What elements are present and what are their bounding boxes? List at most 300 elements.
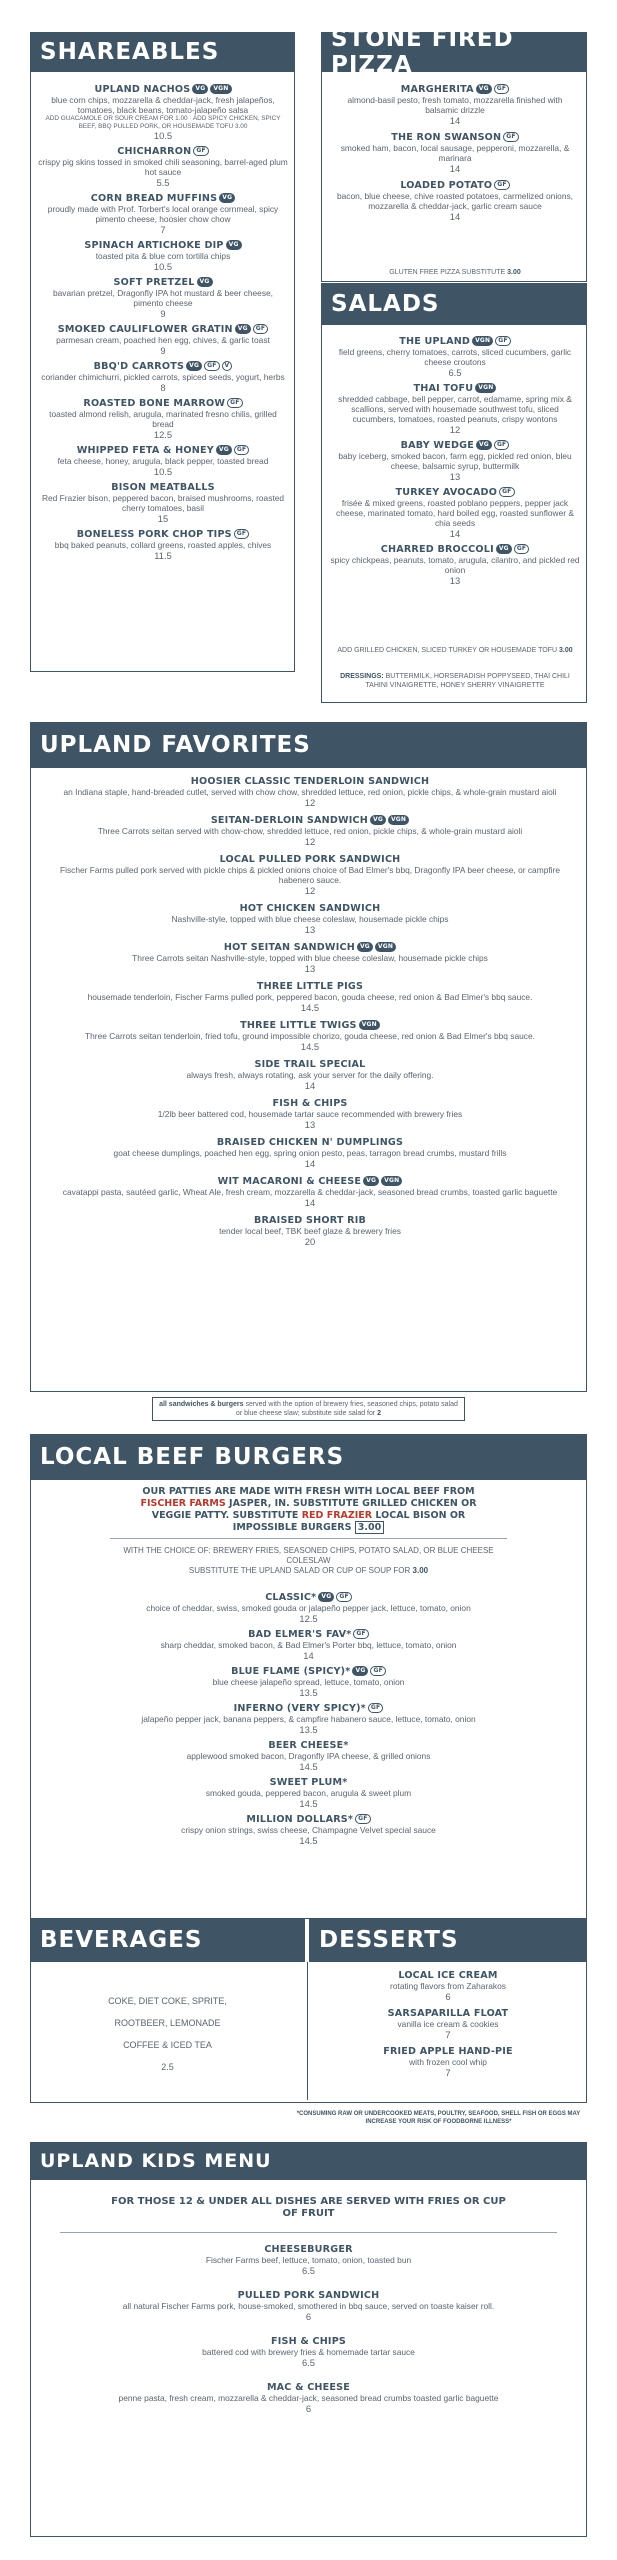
item-name-text: MAC & CHEESE xyxy=(266,2382,351,2393)
item-name-text: THE UPLAND xyxy=(399,336,471,347)
item-name-text: HOT SEITAN SANDWICH xyxy=(223,942,355,953)
item-name-text: FISH & CHIPS xyxy=(270,2336,347,2347)
item-name xyxy=(120,1629,497,1640)
burgers-list xyxy=(120,1592,497,1851)
item-price: 6.5 xyxy=(301,2265,316,2276)
item-description: coriander chimichurri, pickled carrots, spiced seeds, yogurt, herbs xyxy=(41,372,285,382)
item-description: penne pasta, fresh cream, mozzarella & cheddar-jack, seasoned bread crumbs toasted garlic baguette xyxy=(118,2393,499,2403)
diet-badge: GF xyxy=(193,146,208,156)
item-description: crispy pig skins tossed in smoked chili seasoning, barrel-aged plum hot sauce xyxy=(38,157,288,177)
item-description: vanilla ice cream & cookies xyxy=(397,2019,499,2029)
favorites-header xyxy=(30,722,587,768)
item-name xyxy=(60,1215,560,1226)
burgers-choice: WITH THE CHOICE OF: BREWERY FRIES, SEASONED CHIPS, POTATO SALAD, OR BLUE CHEESE COLESLAW SUBSTITUTE THE UPLAND SALAD OR CUP OF SOUP FOR 3.00 xyxy=(123,1546,494,1575)
diet-badge: GF xyxy=(227,398,242,408)
menu-item xyxy=(318,1970,578,2002)
item-description: smoked ham, bacon, local sausage, pepperoni, mozzarella, & marinara xyxy=(340,143,570,163)
diet-badge: VGN xyxy=(388,815,409,825)
item-name xyxy=(60,981,560,992)
item-price: 14.5 xyxy=(299,1761,318,1772)
item-name-text: PULLED PORK SANDWICH xyxy=(237,2290,380,2301)
diet-badge: GF xyxy=(499,487,514,497)
item-description: Three Carrots seitan Nashville-style, topped with blue cheese coleslaw, housemade pickle chips xyxy=(132,953,488,963)
item-description: tender local beef, TBK beef glaze & brewery fries xyxy=(219,1226,401,1236)
diet-badge: GF xyxy=(494,440,509,450)
item-name-text: TURKEY AVOCADO xyxy=(395,487,498,498)
item-price: 12.5 xyxy=(299,1613,318,1624)
item-name xyxy=(60,903,560,914)
item-description: bacon, blue cheese, chive roasted potatoes, carmelized onions, mozzarella & cheddar-jack, garlic cream sauce xyxy=(336,191,574,211)
diet-badge: GF xyxy=(234,445,249,455)
item-name-text: THE RON SWANSON xyxy=(391,132,502,143)
item-price: 7 xyxy=(445,2029,451,2040)
item-price: 13 xyxy=(304,963,316,974)
item-price: 11.5 xyxy=(154,550,172,561)
menu-item xyxy=(38,193,288,235)
item-name-text: HOT CHICKEN SANDWICH xyxy=(239,903,381,914)
item-name-text: THAI TOFU xyxy=(413,383,474,394)
item-price: 20 xyxy=(304,1236,316,1247)
diet-badge: VG xyxy=(197,277,213,287)
item-name xyxy=(120,1814,497,1825)
item-description: frisée & mixed greens, roasted poblano peppers, pepper jack cheese, marinated tomato, hard boiled egg, roasted sunflower & chia seeds xyxy=(336,498,574,528)
menu-item xyxy=(330,544,580,586)
item-description: choice of cheddar, swiss, smoked gouda or jalapeño pepper jack, lettuce, tomato, onion xyxy=(146,1603,471,1613)
item-name xyxy=(80,2244,537,2255)
item-name xyxy=(120,1777,497,1788)
menu-item xyxy=(60,1215,560,1247)
menu-item xyxy=(38,146,288,188)
diet-badge: GF xyxy=(494,84,509,94)
item-name-text: BEER CHEESE* xyxy=(268,1740,349,1751)
diet-badge: GF xyxy=(514,544,529,554)
item-name-text: LOCAL ICE CREAM xyxy=(398,1970,498,1981)
menu-item xyxy=(80,2336,537,2368)
diet-badge: GF xyxy=(494,180,509,190)
menu-item xyxy=(330,336,580,378)
item-description: parmesan cream, poached hen egg, chives, & garlic toast xyxy=(56,335,270,345)
diet-badge: GF xyxy=(368,1703,383,1713)
menu-item xyxy=(60,903,560,935)
item-description: baby iceberg, smoked bacon, farm egg, pickled red onion, bleu cheese, balsamic syrup, buttermilk xyxy=(338,451,572,471)
item-name-text: THREE LITTLE PIGS xyxy=(256,981,364,992)
diet-badge: VGN xyxy=(381,1176,402,1186)
item-price: 14.5 xyxy=(299,1835,318,1846)
menu-item xyxy=(330,440,580,482)
item-description: Three Carrots seitan served with chow-chow, shredded lettuce, red onion, pickle chips, & whole-grain mustard aioli xyxy=(97,826,523,836)
item-description: bavarian pretzel, Dragonfly IPA hot mustard & beer cheese, pimento cheese xyxy=(52,288,274,308)
salads-list xyxy=(330,336,580,591)
menu-item xyxy=(330,132,580,174)
favorites-title: UPLAND FAVORITES xyxy=(40,732,311,758)
item-price: 12.5 xyxy=(153,429,173,440)
item-name xyxy=(318,2008,578,2019)
item-name xyxy=(318,1970,578,1981)
item-name xyxy=(38,361,288,372)
menu-item xyxy=(60,1176,560,1208)
diet-badge: GF xyxy=(204,361,219,371)
item-description: smoked gouda, peppered bacon, arugula & sweet plum xyxy=(205,1788,412,1798)
menu-item xyxy=(60,815,560,847)
item-description: always fresh, always rotating, ask your server for the daily offering. xyxy=(186,1070,434,1080)
item-description: almond-basil pesto, fresh tomato, mozzarella finished with balsamic drizzle xyxy=(347,95,563,115)
item-price: 14 xyxy=(303,1650,314,1661)
bev-dessert-divider xyxy=(307,1962,308,2100)
diet-badge: VG xyxy=(219,193,235,203)
item-name xyxy=(330,336,580,347)
item-description: cavatappi pasta, sautéed garlic, Wheat Ale, fresh cream, mozzarella & cheddar-jack, seasoned bread crumbs, toasted garlic baguette xyxy=(62,1187,558,1197)
item-price: 7 xyxy=(160,224,166,235)
item-description: toasted pita & blue corn tortilla chips xyxy=(95,251,231,261)
item-name xyxy=(38,240,288,251)
diet-badge: GF xyxy=(503,132,518,142)
item-description: Fischer Farms beef, lettuce, tomato, onion, toasted bun xyxy=(205,2255,412,2265)
menu-item xyxy=(60,1137,560,1169)
item-price: 14 xyxy=(449,211,461,222)
menu-item xyxy=(60,1098,560,1130)
item-name xyxy=(38,324,288,335)
item-name xyxy=(80,2382,537,2393)
menu-item xyxy=(38,482,288,524)
item-price: 10.5 xyxy=(153,130,173,141)
item-name-text: ROASTED BONE MARROW xyxy=(83,398,226,409)
item-name-text: BABY WEDGE xyxy=(400,440,474,451)
menu-item xyxy=(38,361,288,393)
item-name-text: FRIED APPLE HAND-PIE xyxy=(383,2046,513,2057)
kids-list xyxy=(80,2244,537,2428)
item-description: bbq baked peanuts, collard greens, roasted apples, chives xyxy=(54,540,272,550)
menu-item xyxy=(330,84,580,126)
item-description: Nashville-style, topped with blue cheese coleslaw, housemade pickle chips xyxy=(171,914,449,924)
item-name xyxy=(60,776,560,787)
burgers-divider xyxy=(110,1538,507,1539)
item-name xyxy=(60,815,560,826)
diet-badge: VGN xyxy=(359,1020,380,1030)
menu-item xyxy=(38,84,288,141)
diet-badge: VG xyxy=(370,815,386,825)
diet-badge: VG xyxy=(318,1592,334,1602)
menu-item xyxy=(120,1666,497,1698)
item-price: 15 xyxy=(157,513,169,524)
menu-item xyxy=(120,1629,497,1661)
diet-badge: VGN xyxy=(472,336,493,346)
item-name xyxy=(330,132,580,143)
item-name-text: LOCAL PULLED PORK SANDWICH xyxy=(219,854,401,865)
item-price: 14 xyxy=(304,1197,316,1208)
shareables-header xyxy=(30,32,295,72)
burgers-intro: OUR PATTIES ARE MADE WITH FRESH WITH LOCAL BEEF FROM FISCHER FARMS JASPER, IN. SUBSTITUTE GRILLED CHICKEN OR VEGGIE PATTY. SUBSTITUTE RED FRAZIER LOCAL BISON OR IMPOSSIBLE BURGERS 3.00 xyxy=(140,1486,477,1533)
diet-badge: VGN xyxy=(210,84,231,94)
item-description: with frozen cool whip xyxy=(409,2057,487,2067)
item-description: goat cheese dumplings, poached hen egg, spring onion pesto, peas, tarragon bread crumbs, mustard frills xyxy=(113,1148,507,1158)
item-price: 14.5 xyxy=(300,1002,320,1013)
item-name xyxy=(318,2046,578,2057)
item-price: 12 xyxy=(449,424,461,435)
menu-item xyxy=(60,981,560,1013)
item-description: housemade tenderloin, Fischer Farms pulled pork, peppered bacon, gouda cheese, red onion & Bad Elmer's bbq sauce. xyxy=(87,992,533,1002)
item-name xyxy=(120,1703,497,1714)
diet-badge: VG xyxy=(192,84,208,94)
item-description: blue corn chips, mozzarella & cheddar-jack, fresh jalapeños, tomatoes, black beans, tomato-jalapeño salsa xyxy=(51,95,275,115)
item-name xyxy=(60,854,560,865)
item-price: 14 xyxy=(449,163,461,174)
item-name xyxy=(330,487,580,498)
item-description: rotating flavors from Zaharakos xyxy=(390,1981,506,1991)
food-safety-warning: *CONSUMING RAW OR UNDERCOOKED MEATS, POULTRY, SEAFOOD, SHELL FISH OR EGGS MAY INCREASE YOUR RISK OF FOODBORNE ILLNESS* xyxy=(296,2111,581,2125)
menu-item xyxy=(120,1777,497,1809)
menu-item xyxy=(330,180,580,222)
item-name xyxy=(38,84,288,95)
item-name xyxy=(38,529,288,540)
item-price: 13.5 xyxy=(299,1687,318,1698)
menu-item xyxy=(120,1740,497,1772)
item-name xyxy=(120,1740,497,1751)
diet-badge: GF xyxy=(234,529,249,539)
item-name-text: THREE LITTLE TWIGS xyxy=(240,1020,357,1031)
item-price: 13 xyxy=(304,924,316,935)
diet-badge: VG xyxy=(235,324,251,334)
item-name-text: WIT MACARONI & CHEESE xyxy=(217,1176,362,1187)
pizza-note: GLUTEN FREE PIZZA SUBSTITUTE 3.00 xyxy=(389,269,521,276)
item-name-text: WHIPPED FETA & HONEY xyxy=(76,445,214,456)
menu-item xyxy=(60,942,560,974)
item-name xyxy=(330,383,580,394)
item-name xyxy=(330,440,580,451)
menu-item xyxy=(80,2244,537,2276)
diet-badge: VG xyxy=(496,544,512,554)
pizza-list xyxy=(330,84,580,228)
kids-divider xyxy=(60,2232,557,2233)
item-name-text: CHICHARRON xyxy=(117,146,192,157)
diet-badge: VGN xyxy=(375,942,396,952)
item-name xyxy=(60,942,560,953)
item-price: 14.5 xyxy=(299,1798,318,1809)
item-name-text: INFERNO (VERY SPICY)* xyxy=(233,1703,366,1714)
item-name xyxy=(38,277,288,288)
item-description: proudly made with Prof. Torbert's local orange cornmeal, spicy pimento cheese, hoosier chow chow xyxy=(47,204,279,224)
beverages-header xyxy=(30,1918,305,1962)
item-description: sharp cheddar, smoked bacon, & Bad Elmer's Porter bbq, lettuce, tomato, onion xyxy=(160,1640,457,1650)
item-name xyxy=(330,180,580,191)
item-name xyxy=(80,2290,537,2301)
menu-item xyxy=(330,487,580,539)
item-price: 5.5 xyxy=(156,177,170,188)
item-description: Fischer Farms pulled pork served with pickle chips & pickled onions choice of Bad Elmer's bbq, Dragonfly IPA beer cheese, or campfire habenero sauce. xyxy=(60,865,560,885)
diet-badge: VG xyxy=(357,942,373,952)
item-description: jalapeño pepper jack, banana peppers, & campfire habanero sauce, lettuce, tomato, onion xyxy=(141,1714,476,1724)
menu-item xyxy=(60,1020,560,1052)
item-name-text: BAD ELMER'S FAV* xyxy=(248,1629,352,1640)
item-name-text: BLUE FLAME (SPICY)* xyxy=(231,1666,351,1677)
item-description: all natural Fischer Farms pork, house-smoked, smothered in bbq sauce, served on toaste kaiser roll. xyxy=(122,2301,495,2311)
diet-badge: VG xyxy=(216,445,232,455)
favorites-note: all sandwiches & burgers served with the option of brewery fries, seasoned chips, potato salad or blue cheese slaw; substitute side salad for 2 xyxy=(152,1397,465,1421)
item-name xyxy=(38,146,288,157)
diet-badge: VG xyxy=(363,1176,379,1186)
menu-item xyxy=(38,529,288,561)
menu-item xyxy=(60,776,560,808)
item-description: an Indiana staple, hand-breaded cutlet, served with chow chow, shredded lettuce, red onion, pickle chips, & whole-grain mustard aioli xyxy=(63,787,557,797)
item-price: 10.5 xyxy=(153,261,173,272)
menu-item xyxy=(120,1814,497,1846)
diet-badge: GF xyxy=(336,1592,351,1602)
menu-item xyxy=(60,854,560,896)
menu-item xyxy=(38,324,288,356)
item-description: crispy onion strings, swiss cheese, Champagne Velvet special sauce xyxy=(181,1825,436,1835)
item-price: 14 xyxy=(304,1158,316,1169)
diet-badge: GF xyxy=(355,1814,370,1824)
item-price: 6 xyxy=(445,1991,451,2002)
item-name-text: BRAISED SHORT RIB xyxy=(253,1215,367,1226)
salads-title: SALADS xyxy=(331,291,440,317)
desserts-header xyxy=(309,1918,587,1962)
item-name xyxy=(60,1098,560,1109)
item-price: 13.5 xyxy=(299,1724,318,1735)
item-price: 10.5 xyxy=(153,466,173,477)
kids-title: UPLAND KIDS MENU xyxy=(40,2150,272,2172)
diet-badge: VG xyxy=(476,84,492,94)
item-description: feta cheese, honey, arugula, black pepper, toasted bread xyxy=(57,456,269,466)
menu-item xyxy=(120,1592,497,1624)
item-name-text: SMOKED CAULIFLOWER GRATIN xyxy=(57,324,233,335)
item-price: 9 xyxy=(160,308,166,319)
item-name xyxy=(330,544,580,555)
desserts-title: DESSERTS xyxy=(319,1927,459,1953)
item-price: 14.5 xyxy=(300,1041,320,1052)
diet-badge: V xyxy=(222,361,233,371)
item-price: 14 xyxy=(449,115,461,126)
kids-intro: FOR THOSE 12 & UNDER ALL DISHES ARE SERVED WITH FRIES OR CUP OF FRUIT xyxy=(111,2196,506,2219)
item-name xyxy=(60,1137,560,1148)
salads-dressings: DRESSINGS: BUTTERMILK, HORSERADISH POPPYSEED, THAI CHILI TAHINI VINAIGRETTE, HONEY SHERRY VINAIGRETTE xyxy=(340,673,570,689)
menu-item xyxy=(120,1703,497,1735)
item-name-text: BISON MEATBALLS xyxy=(111,482,215,493)
item-price: 12 xyxy=(304,836,316,847)
item-name xyxy=(80,2336,537,2347)
item-name xyxy=(38,482,288,493)
item-description: Red Frazier bison, peppered bacon, braised mushrooms, roasted cherry tomatoes, basil xyxy=(41,493,285,513)
item-addon-note: ADD GUACAMOLE OR SOUR CREAM FOR 1.00 · ADD SPICY CHICKEN, SPICY BEEF, BBQ PULLED PORK, OR HOUSEMADE TOFU 3.00 xyxy=(45,115,281,130)
beverages-list: COKE, DIET COKE, SPRITE, ROOTBEER, LEMONADE COFFEE & ICED TEA 2.5 xyxy=(108,1996,227,2072)
item-description: Three Carrots seitan tenderloin, fried tofu, ground impossible chorizo, gouda cheese, red onion & Bad Elmer's bbq sauce. xyxy=(85,1031,535,1041)
item-price: 6.5 xyxy=(448,367,462,378)
salads-header xyxy=(321,283,587,325)
burgers-header xyxy=(30,1434,587,1480)
pizza-header xyxy=(321,26,587,78)
menu-item xyxy=(38,240,288,272)
diet-badge: VG xyxy=(476,440,492,450)
item-name-text: SOFT PRETZEL xyxy=(113,277,195,288)
item-name-text: CORN BREAD MUFFINS xyxy=(90,193,218,204)
beverages-title: BEVERAGES xyxy=(40,1927,203,1953)
shareables-title: SHAREABLES xyxy=(40,39,220,65)
item-description: field greens, cherry tomatoes, carrots, sliced cucumbers, garlic cheese croutons xyxy=(338,347,572,367)
item-price: 12 xyxy=(304,885,316,896)
item-description: shredded cabbage, bell pepper, carrot, edamame, spring mix & scallions, served with housemade southwest tofu, sliced cucumbers, tomatoes, roasted peanuts, crispy wontons xyxy=(338,394,572,424)
item-name-text: SWEET PLUM* xyxy=(269,1777,348,1788)
diet-badge: GF xyxy=(370,1666,385,1676)
kids-header xyxy=(30,2142,587,2180)
item-name-text: MILLION DOLLARS* xyxy=(246,1814,354,1825)
item-name-text: SARSAPARILLA FLOAT xyxy=(387,2008,509,2019)
item-description: toasted almond relish, arugula, marinated fresno chilis, grilled bread xyxy=(49,409,277,429)
item-price: 12 xyxy=(304,797,316,808)
item-price: 14 xyxy=(304,1080,316,1091)
menu-item xyxy=(38,277,288,319)
diet-badge: GF xyxy=(495,336,510,346)
shareables-list xyxy=(38,84,288,566)
menu-item xyxy=(60,1059,560,1091)
item-name-text: CHEESEBURGER xyxy=(264,2244,353,2255)
item-name xyxy=(38,445,288,456)
desserts-list xyxy=(318,1970,578,2084)
item-description: blue cheese jalapeño spread, lettuce, tomato, onion xyxy=(212,1677,405,1687)
item-name-text: CLASSIC* xyxy=(265,1592,317,1603)
diet-badge: VG xyxy=(226,240,242,250)
item-price: 6 xyxy=(305,2311,312,2322)
item-name xyxy=(120,1592,497,1603)
item-name xyxy=(60,1176,560,1187)
pizza-title: STONE FIRED PIZZA xyxy=(331,26,514,78)
item-name-text: BBQ'D CARROTS xyxy=(93,361,185,372)
item-description: spicy chickpeas, peanuts, tomato, arugula, cilantro, and pickled red onion xyxy=(330,555,580,575)
item-name xyxy=(38,193,288,204)
item-name xyxy=(60,1020,560,1031)
burgers-title: LOCAL BEEF BURGERS xyxy=(40,1444,345,1470)
item-name-text: BONELESS PORK CHOP TIPS xyxy=(76,529,232,540)
menu-item xyxy=(80,2382,537,2414)
item-name-text: CHARRED BROCCOLI xyxy=(380,544,494,555)
diet-badge: VG xyxy=(186,361,202,371)
favorites-list xyxy=(60,776,560,1254)
item-description: applewood smoked bacon, Dragonfly IPA cheese, & grilled onions xyxy=(186,1751,431,1761)
item-name-text: SEITAN-DERLOIN SANDWICH xyxy=(210,815,368,826)
item-name-text: SIDE TRAIL SPECIAL xyxy=(254,1059,366,1070)
item-price: 13 xyxy=(449,471,461,482)
menu-item xyxy=(330,383,580,435)
item-price: 8 xyxy=(160,382,166,393)
menu-item xyxy=(80,2290,537,2322)
item-name-text: BRAISED CHICKEN N' DUMPLINGS xyxy=(216,1137,404,1148)
item-name xyxy=(60,1059,560,1070)
diet-badge: VG xyxy=(352,1666,368,1676)
item-price: 6 xyxy=(305,2403,312,2414)
item-name-text: FISH & CHIPS xyxy=(272,1098,348,1109)
item-name-text: UPLAND NACHOS xyxy=(94,84,191,95)
item-name xyxy=(330,84,580,95)
menu-item xyxy=(38,398,288,440)
item-name-text: MARGHERITA xyxy=(400,84,474,95)
item-description: battered cod with brewery fries & homemade tartar sauce xyxy=(202,2347,415,2357)
item-price: 6.5 xyxy=(301,2357,316,2368)
item-name-text: LOADED POTATO xyxy=(400,180,493,191)
item-name-text: HOOSIER CLASSIC TENDERLOIN SANDWICH xyxy=(190,776,430,787)
menu-item xyxy=(38,445,288,477)
item-description: 1/2lb beer battered cod, housemade tartar sauce recommended with brewery fries xyxy=(157,1109,463,1119)
menu-item xyxy=(318,2046,578,2078)
item-price: 14 xyxy=(449,528,461,539)
menu-item xyxy=(318,2008,578,2040)
item-price: 7 xyxy=(445,2067,451,2078)
diet-badge: GF xyxy=(353,1629,368,1639)
salads-note: ADD GRILLED CHICKEN, SLICED TURKEY OR HOUSEMADE TOFU 3.00 xyxy=(337,647,573,654)
item-name-text: SPINACH ARTICHOKE DIP xyxy=(84,240,224,251)
diet-badge: GF xyxy=(253,324,268,334)
item-name xyxy=(38,398,288,409)
item-price: 9 xyxy=(160,345,166,356)
item-name xyxy=(120,1666,497,1677)
diet-badge: VGN xyxy=(475,383,496,393)
